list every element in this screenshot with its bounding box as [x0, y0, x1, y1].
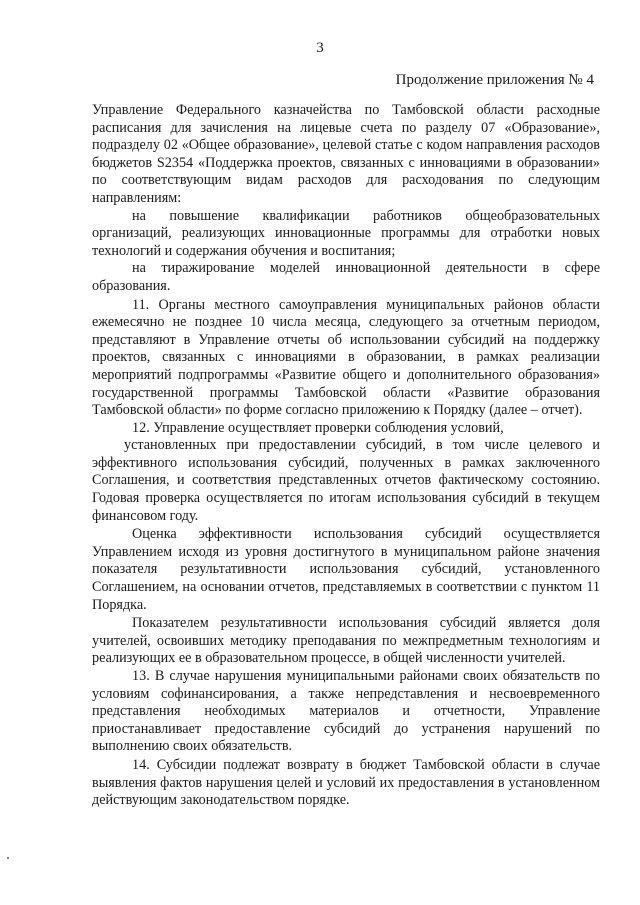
paragraph-performance-indicator: Показателем результативности использования субсидий является доля учителей, освоивших методику преподавания по межпредметным технологиям и реализующих ее в образовательном процессе, в общей численности учителей.	[92, 615, 600, 667]
paragraph-intro: Управление Федерального казначейства по Тамбовской области расходные расписания для зачисления на лицевые счета по разделу 07 «Образование», подразделу 02 «Общее образование», целевой статье с кодом направления расходов бюджетов S2354 «Поддержка проектов, связанных с инновациями в образовании» по соответствующим видам расходов для расходования по следующим направлениям:	[92, 102, 600, 206]
paragraph-direction-training: на повышение квалификации работников общеобразовательных организаций, реализующих инновационные программы для отработки новых технологий и содержания обучения и воспитания;	[92, 207, 600, 259]
scan-speck	[7, 857, 9, 859]
paragraph-clause-11: 11. Органы местного самоуправления муниципальных районов области ежемесячно не позднее 10 числа месяца, следующего за отчетным периодом, представляют в Управление отчеты об использовании субсидий на поддержку проектов, связанных с инновациями в образовании, в рамках реализации мероприятий подпрограммы «Развитие общего и дополнительного образования» государственной программы Тамбовской области «Развитие образования Тамбовской области» по форме согласно приложению к Порядку (далее – отчет).	[92, 296, 600, 419]
paragraph-clause-12-continued: установленных при предоставлении субсидий, в том числе целевого и эффективного использования субсидий, полученных в рамках заключенного Соглашения, и соответствия представленных отчетов фактическому состоянию. Годовая проверка осуществляется по итогам использования субсидий в текущем финансовом году.	[92, 437, 600, 524]
page-number: 3	[316, 40, 324, 56]
appendix-continuation-note: Продолжение приложения № 4	[395, 72, 594, 88]
paragraph-direction-replication: на тиражирование моделей инновационной деятельности в сфере образования.	[92, 260, 600, 294]
paragraph-efficiency-assessment: Оценка эффективности использования субсидий осуществляется Управлением исходя из уровня достигнутого в муниципальном районе значения показателя результативности использования субсидий, установленного Соглашением, на основании отчетов, представляемых в соответствии с пунктом 11 Порядка.	[92, 526, 600, 613]
paragraph-clause-12: 12. Управление осуществляет проверки соблюдения условий,	[132, 419, 504, 436]
document-body	[92, 102, 600, 810]
paragraph-clause-13: 13. В случае нарушения муниципальными районами своих обязательств по условиям софинансирования, а также непредставления и несвоевременного представления необходимых материалов и отчетности, Управление приостанавливает предоставление субсидий до устранения нарушений по выполнению своих обязательств.	[92, 668, 600, 755]
paragraph-clause-14: 14. Субсидии подлежат возврату в бюджет Тамбовской области в случае выявления фактов нарушения целей и условий их предоставления в установленном действующим законодательством порядке.	[92, 756, 600, 809]
